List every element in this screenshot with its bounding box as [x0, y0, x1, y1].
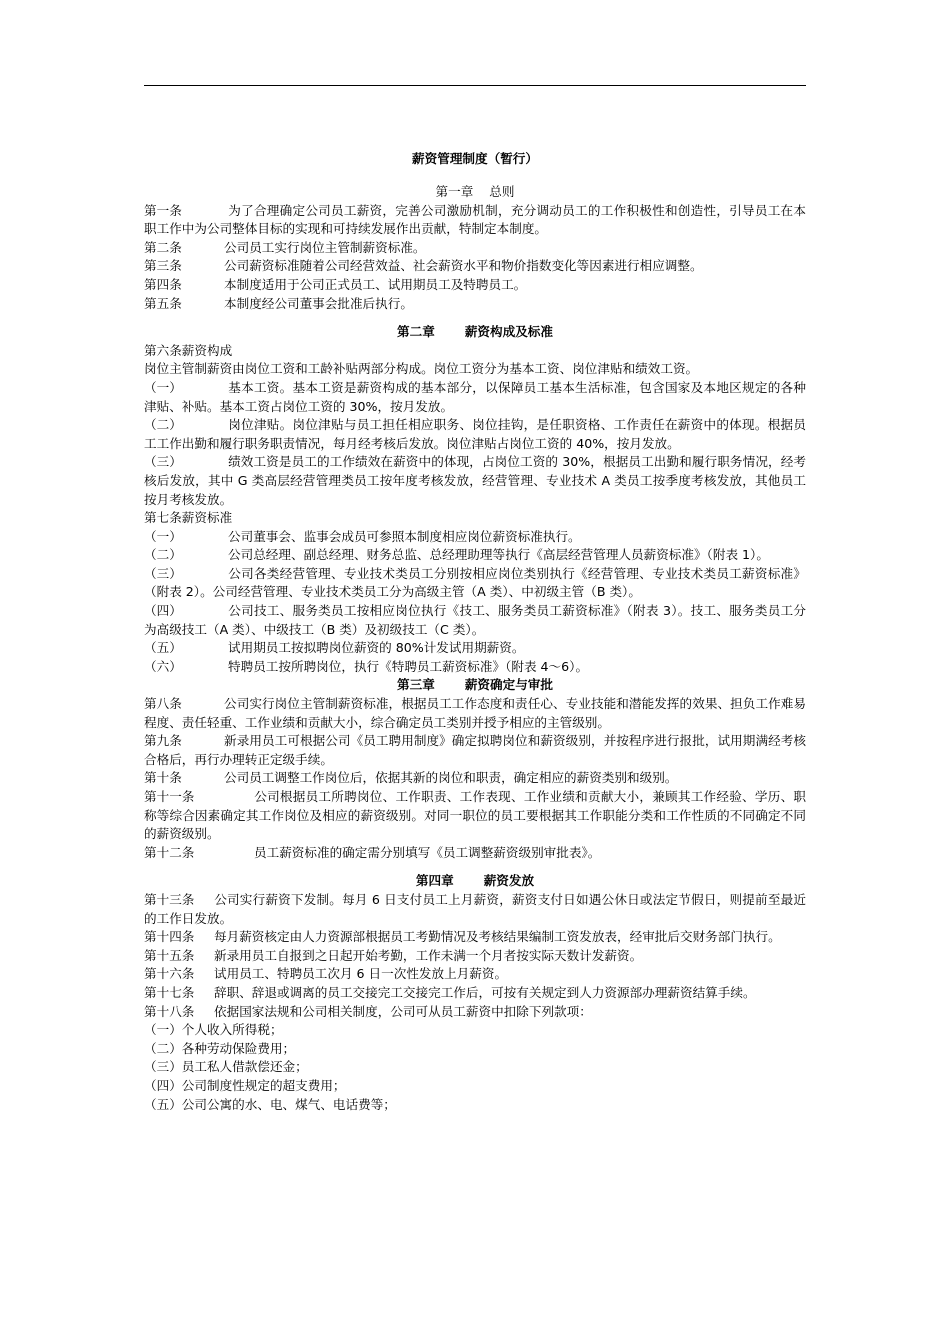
- list-item: [144, 528, 806, 547]
- article-number: 第十八条: [144, 1003, 195, 1019]
- article-text: 辞职、辞退或调离的员工交接完工交接完工作后，可按有关规定到人力资源部办理薪资结算手续。: [214, 984, 756, 1000]
- deduction-item: （二）各种劳动保险费用；: [144, 1040, 296, 1056]
- item-number: （二）: [144, 547, 182, 563]
- item-number: （一）: [144, 379, 182, 395]
- article: [144, 239, 806, 258]
- article-text: 公司员工调整工作岗位后，依据其新的岗位和职责，确定相应的薪资类别和级别。: [224, 770, 678, 786]
- chapter-number: 第三章: [397, 677, 435, 693]
- item-text: 岗位津贴。岗位津贴与员工担任相应职务、岗位挂钩，是任职资格、工作责任在薪资中的体现。根据员工工作出勤和履行职务职责情况，每月经考核后发放。岗位津贴占岗位工资的 40%，按月发放。: [144, 417, 806, 451]
- chapter-4-heading: [144, 872, 806, 891]
- article-text: 员工薪资标准的确定需分别填写《员工调整薪资级别审批表》。: [254, 844, 601, 860]
- chapter-number: 第二章: [397, 324, 435, 340]
- article-number: 第十条: [144, 770, 182, 786]
- article-number: 第十五条: [144, 947, 195, 963]
- deduction-item: （五）公司公寓的水、电、煤气、电话费等；: [144, 1096, 396, 1112]
- spacer: [144, 313, 806, 323]
- list-item: [144, 416, 806, 453]
- article-text: 依据国家法规和公司相关制度，公司可从员工薪资中扣除下列款项：: [214, 1003, 592, 1019]
- chapter-3-heading: [144, 676, 806, 695]
- item-text: 公司总经理、副总经理、财务总监、总经理助理等执行《高层经营管理人员薪资标准》（附表 1）。: [228, 547, 769, 563]
- article: [144, 891, 806, 928]
- article: [144, 769, 806, 788]
- list-item: [144, 546, 806, 565]
- article-number: 第三条: [144, 258, 182, 274]
- item-text: 基本工资。基本工资是薪资构成的基本部分，以保障员工基本生活标准，包含国家及本地区规定的各种津贴、补贴。基本工资占岗位工资的 30%，按月发放。: [144, 379, 806, 414]
- article-number: 第十六条: [144, 966, 195, 982]
- article-text: 每月薪资核定由人力资源部根据员工考勤情况及考核结果编制工资发放表，经审批后交财务部门执行。: [214, 929, 781, 945]
- list-item: [144, 602, 806, 639]
- item-number: （五）: [144, 640, 182, 656]
- article-text: 公司员工实行岗位主管制薪资标准。: [224, 239, 426, 255]
- article: [144, 1003, 806, 1022]
- article: [144, 276, 806, 295]
- article-title: 第六条薪资构成: [144, 342, 233, 358]
- article-number: 第四条: [144, 276, 182, 292]
- item-text: 公司技工、服务类员工按相应岗位执行《技工、服务类员工薪资标准》（附表 3）。技工、服务类员工分为高级技工（A 类）、中级技工（B 类）及初级技工（C 类）。: [144, 603, 806, 637]
- chapter-title: 薪资构成及标准: [464, 324, 553, 340]
- article-text: 新录用员工可根据公司《员工聘用制度》确定拟聘岗位和薪资级别，并按程序进行报批，试用期满经考核合格后，再行办理转正定级手续。: [144, 733, 806, 767]
- article-number: 第十四条: [144, 929, 195, 945]
- article: [144, 295, 806, 314]
- item-text: 绩效工资是员工的工作绩效在薪资中的体现，占岗位工资的 30%，根据员工出勤和履行职务情况，经考核后发放，其中 G 类高层经营管理类员工按年度考核发放，经营管理、专业技术 A 类员工按季度考核发放，其他员工按月考核发放。: [144, 454, 806, 507]
- chapter-title: 薪资发放: [483, 873, 535, 889]
- spacer: [144, 862, 806, 872]
- article-text: 本制度经公司董事会批准后执行。: [224, 295, 413, 311]
- article-number: 第九条: [144, 733, 182, 749]
- paragraph: 岗位主管制薪资由岗位工资和工龄补贴两部分构成。岗位工资分为基本工资、岗位津贴和绩效工资。: [144, 361, 699, 377]
- deduction-item: （一）个人收入所得税；: [144, 1022, 283, 1038]
- article-number: 第十三条: [144, 891, 195, 907]
- article-text: 公司实行岗位主管制薪资标准，根据员工工作态度和责任心、专业技能和潜能发挥的效果、担负工作难易程度、责任轻重、工作业绩和贡献大小，综合确定员工类别并授予相应的主管级别。: [144, 696, 806, 730]
- header-rule: [144, 85, 806, 86]
- chapter-title: 薪资确定与审批: [464, 677, 553, 693]
- deduction-item: （三）员工私人借款偿还金；: [144, 1059, 308, 1075]
- item-number: （三）: [144, 454, 182, 470]
- article-number: 第十七条: [144, 984, 195, 1000]
- chapter-2-heading: [144, 323, 806, 342]
- article: [144, 844, 806, 863]
- article: [144, 947, 806, 966]
- article: [144, 928, 806, 947]
- list-item: [144, 565, 806, 602]
- item-number: （六）: [144, 658, 182, 674]
- item-text: 试用期员工按拟聘岗位薪资的 80%计发试用期薪资。: [228, 640, 525, 656]
- article: [144, 695, 806, 732]
- article-number: 第八条: [144, 696, 182, 712]
- list-item: [144, 379, 806, 416]
- deduction-item: （四）公司制度性规定的超支费用；: [144, 1077, 346, 1093]
- list-item: [144, 639, 806, 658]
- article-number: 第十二条: [144, 844, 195, 860]
- article-title: 第七条薪资标准: [144, 510, 233, 526]
- list-item: [144, 658, 806, 677]
- article: [144, 202, 806, 239]
- article: [144, 965, 806, 984]
- chapter-number: 第四章: [415, 873, 454, 889]
- article-number: 第十一条: [144, 789, 195, 804]
- article-number: 第五条: [144, 295, 182, 311]
- article-text: 本制度适用于公司正式员工、试用期员工及特聘员工。: [224, 276, 527, 292]
- item-text: 特聘员工按所聘岗位，执行《特聘员工薪资标准》（附表 4～6）。: [228, 658, 589, 674]
- article: [144, 984, 806, 1003]
- article: [144, 257, 806, 276]
- list-item: [144, 453, 806, 509]
- article-text: 试用员工、特聘员工次月 6 日一次性发放上月薪资。: [214, 966, 508, 982]
- item-number: （四）: [144, 603, 182, 619]
- article-text: 新录用员工自报到之日起开始考勤，工作未满一个月者按实际天数计发薪资。: [214, 947, 643, 963]
- article-number: 第一条: [144, 202, 182, 218]
- article: [144, 732, 806, 769]
- article: [144, 788, 806, 844]
- article-number: 第二条: [144, 239, 182, 255]
- document-title: 薪资管理制度（暂行）: [412, 151, 538, 166]
- item-text: 公司各类经营管理、专业技术类员工分别按相应岗位类别执行《经营管理、专业技术类员工薪资标准》（附表 2）。公司经营管理、专业技术类员工分为高级主管（A 类）、中初级主管（B 类）。: [144, 565, 806, 600]
- article-text: 公司根据员工所聘岗位、工作职责、工作表现、工作业绩和贡献大小，兼顾其工作经验、学历、职称等综合因素确定其工作岗位及相应的薪资级别。对同一职位的员工要根据其工作职能分类和工作性质的不同确定不同的薪资级别。: [144, 789, 806, 842]
- article-text: 公司实行薪资下发制。每月 6 日支付员工上月薪资，薪资支付日如遇公休日或法定节假日，则提前至最近的工作日发放。: [144, 891, 806, 926]
- chapter-number: 第一章: [435, 184, 474, 199]
- document-body: [144, 100, 806, 1114]
- item-number: （一）: [144, 528, 182, 544]
- item-text: 公司董事会、监事会成员可参照本制度相应岗位薪资标准执行。: [228, 528, 581, 544]
- item-number: （二）: [144, 417, 182, 433]
- article-text: 为了合理确定公司员工薪资，完善公司激励机制，充分调动员工的工作积极性和创造性，引导员工在本职工作中为公司整体目标的实现和可持续发展作出贡献，特制定本制度。: [144, 202, 806, 237]
- article-text: 公司薪资标准随着公司经营效益、社会薪资水平和物价指数变化等因素进行相应调整。: [224, 258, 703, 274]
- chapter-title: 总则: [489, 184, 515, 199]
- item-number: （三）: [144, 565, 182, 581]
- chapter-1-heading: [144, 183, 806, 202]
